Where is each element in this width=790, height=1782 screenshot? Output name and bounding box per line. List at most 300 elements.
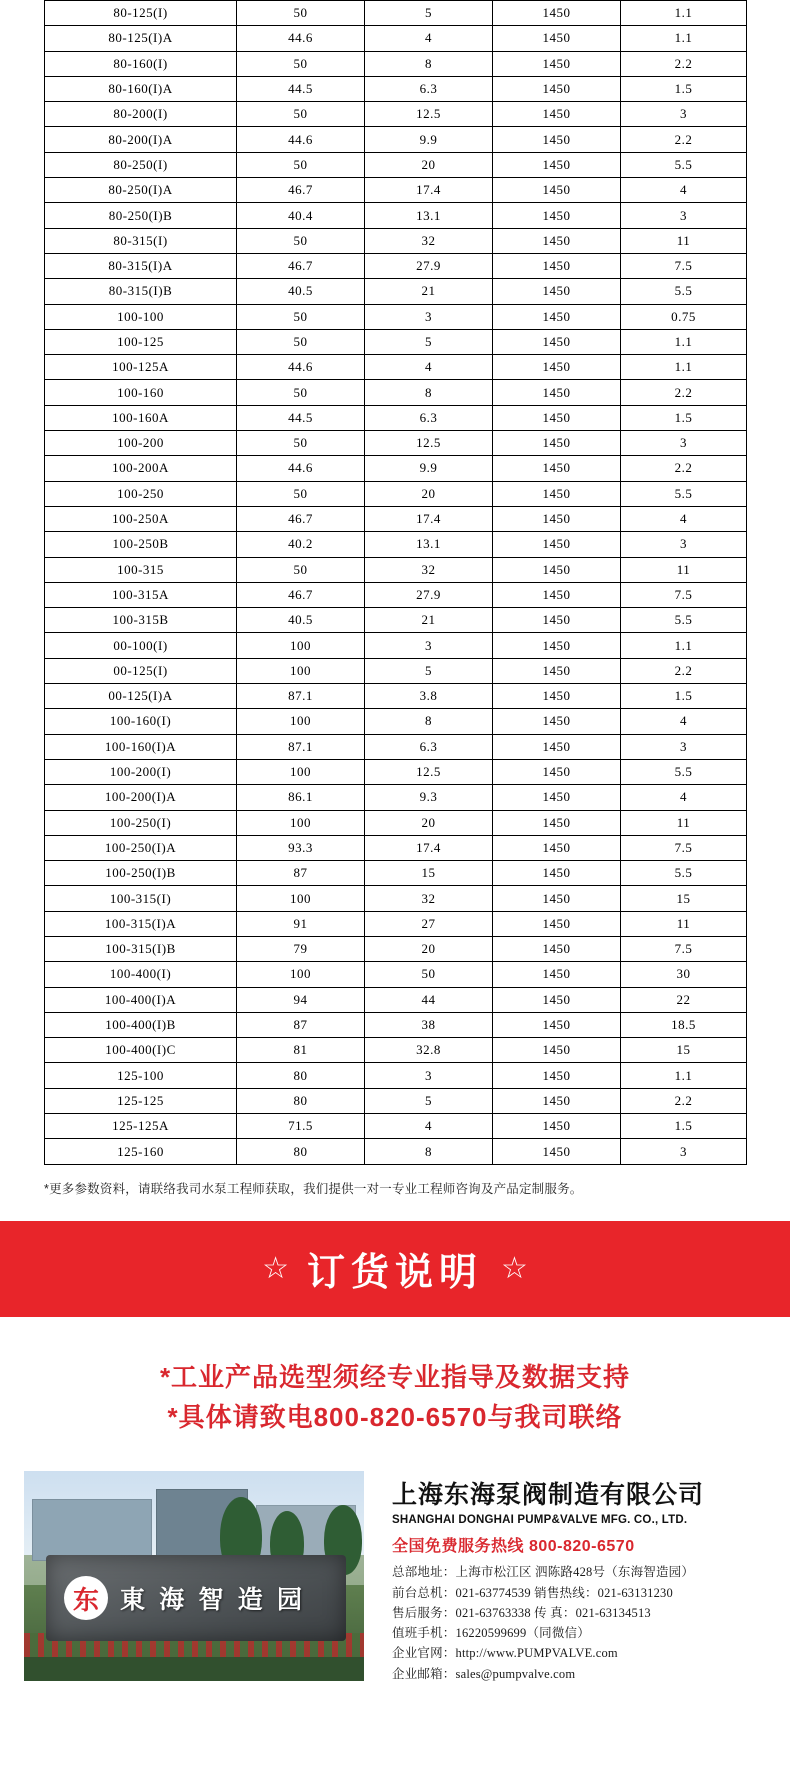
table-row	[45, 658, 747, 683]
company-info	[364, 1471, 766, 1684]
table-row	[45, 709, 747, 734]
table-cell: 46.7	[237, 506, 365, 531]
table-cell: 6.3	[365, 405, 493, 430]
table-cell: 1450	[493, 911, 621, 936]
table-cell: 6.3	[365, 76, 493, 101]
table-cell: 13.1	[365, 532, 493, 557]
table-cell: 1450	[493, 1114, 621, 1139]
table-cell: 1450	[493, 608, 621, 633]
table-cell: 12.5	[365, 102, 493, 127]
table-cell: 46.7	[237, 253, 365, 278]
table-cell: 21	[365, 279, 493, 304]
cell-model: 100-160(I)	[45, 709, 237, 734]
table-row	[45, 152, 747, 177]
table-cell: 0.75	[621, 304, 747, 329]
table-row	[45, 228, 747, 253]
table-cell: 5.5	[621, 481, 747, 506]
cell-model: 100-200A	[45, 456, 237, 481]
table-cell: 100	[237, 709, 365, 734]
cell-model: 80-315(I)B	[45, 279, 237, 304]
table-cell: 3	[621, 203, 747, 228]
table-cell: 13.1	[365, 203, 493, 228]
table-cell: 3	[365, 1063, 493, 1088]
table-cell: 87	[237, 1012, 365, 1037]
photo-signage-stone	[46, 1555, 346, 1641]
cell-model: 100-250A	[45, 506, 237, 531]
table-cell: 32	[365, 557, 493, 582]
table-cell: 1.5	[621, 76, 747, 101]
star-icon-left: ☆	[262, 1251, 289, 1285]
table-row	[45, 936, 747, 961]
table-cell: 79	[237, 936, 365, 961]
table-cell: 1.1	[621, 26, 747, 51]
table-cell: 100	[237, 633, 365, 658]
table-cell: 2.2	[621, 51, 747, 76]
table-cell: 7.5	[621, 253, 747, 278]
table-row	[45, 481, 747, 506]
table-cell: 1450	[493, 152, 621, 177]
cell-model: 80-160(I)A	[45, 76, 237, 101]
cell-model: 80-250(I)B	[45, 203, 237, 228]
table-cell: 80	[237, 1088, 365, 1113]
table-cell: 3.8	[365, 684, 493, 709]
table-row	[45, 1012, 747, 1037]
table-cell: 1.1	[621, 355, 747, 380]
table-cell: 1450	[493, 759, 621, 784]
table-cell: 80	[237, 1063, 365, 1088]
cell-model: 100-160A	[45, 405, 237, 430]
table-cell: 100	[237, 658, 365, 683]
cell-model: 100-250(I)A	[45, 835, 237, 860]
table-cell: 8	[365, 1139, 493, 1164]
table-cell: 1450	[493, 936, 621, 961]
table-row	[45, 279, 747, 304]
footer	[0, 1471, 790, 1710]
table-cell: 44.6	[237, 127, 365, 152]
table-cell: 9.9	[365, 456, 493, 481]
table-cell: 18.5	[621, 1012, 747, 1037]
table-cell: 1.1	[621, 1, 747, 26]
pump-spec-table	[44, 0, 747, 1165]
table-cell: 3	[621, 532, 747, 557]
table-cell: 44.6	[237, 456, 365, 481]
table-row	[45, 456, 747, 481]
table-row	[45, 380, 747, 405]
table-cell: 2.2	[621, 456, 747, 481]
table-cell: 7.5	[621, 835, 747, 860]
table-cell: 3	[621, 431, 747, 456]
table-cell: 21	[365, 608, 493, 633]
cell-model: 80-200(I)A	[45, 127, 237, 152]
table-row	[45, 1038, 747, 1063]
table-cell: 5	[365, 1, 493, 26]
table-cell: 17.4	[365, 178, 493, 203]
table-footnote: *更多参数资料，请联络我司水泵工程师获取，我们提供一对一专业工程师咨询及产品定制服务。	[44, 1181, 583, 1196]
table-row	[45, 734, 747, 759]
table-cell: 32	[365, 228, 493, 253]
table-cell: 5.5	[621, 759, 747, 784]
cell-model: 100-250(I)	[45, 810, 237, 835]
table-row	[45, 102, 747, 127]
table-cell: 4	[365, 1114, 493, 1139]
table-row	[45, 861, 747, 886]
table-cell: 1450	[493, 987, 621, 1012]
photo-hedge	[24, 1657, 364, 1681]
table-cell: 4	[621, 785, 747, 810]
table-row	[45, 608, 747, 633]
table-cell: 50	[237, 329, 365, 354]
cell-model: 100-250B	[45, 532, 237, 557]
table-cell: 1450	[493, 582, 621, 607]
banner-title: 订货说明	[306, 1252, 483, 1295]
table-row	[45, 557, 747, 582]
cell-model: 80-315(I)	[45, 228, 237, 253]
table-cell: 1450	[493, 886, 621, 911]
company-email[interactable]: 企业邮箱：sales@pumpvalve.com	[392, 1666, 576, 1681]
table-row	[45, 26, 747, 51]
table-cell: 11	[621, 911, 747, 936]
table-cell: 4	[621, 709, 747, 734]
cell-model: 100-200(I)	[45, 759, 237, 784]
table-row	[45, 253, 747, 278]
table-row	[45, 810, 747, 835]
table-cell: 2.2	[621, 1088, 747, 1113]
table-cell: 1450	[493, 1063, 621, 1088]
banner-inner	[262, 1241, 528, 1296]
factory-photo	[24, 1471, 364, 1681]
cell-model: 80-315(I)A	[45, 253, 237, 278]
table-row	[45, 532, 747, 557]
table-cell: 94	[237, 987, 365, 1012]
table-cell: 87.1	[237, 734, 365, 759]
table-row	[45, 506, 747, 531]
cell-model: 125-125	[45, 1088, 237, 1113]
company-duty-mobile: 值班手机：16220599699（同微信）	[392, 1626, 590, 1640]
table-cell: 5.5	[621, 279, 747, 304]
table-cell: 5	[365, 329, 493, 354]
table-row	[45, 304, 747, 329]
table-cell: 12.5	[365, 759, 493, 784]
table-cell: 1450	[493, 658, 621, 683]
table-row	[45, 1114, 747, 1139]
table-row	[45, 759, 747, 784]
table-cell: 5.5	[621, 861, 747, 886]
table-cell: 50	[237, 51, 365, 76]
table-cell: 1450	[493, 431, 621, 456]
table-cell: 3	[621, 102, 747, 127]
table-cell: 1450	[493, 76, 621, 101]
company-name-cn: 上海东海泵阀制造有限公司	[392, 1481, 705, 1510]
table-cell: 6.3	[365, 734, 493, 759]
table-cell: 4	[365, 26, 493, 51]
table-cell: 1450	[493, 1012, 621, 1037]
table-cell: 3	[365, 304, 493, 329]
table-cell: 1450	[493, 279, 621, 304]
order-note-line-1: *工业产品选型须经专业指导及数据支持	[159, 1361, 631, 1392]
table-row	[45, 911, 747, 936]
table-cell: 100	[237, 886, 365, 911]
table-cell: 1450	[493, 26, 621, 51]
table-cell: 50	[237, 481, 365, 506]
table-cell: 20	[365, 936, 493, 961]
table-cell: 44.6	[237, 26, 365, 51]
table-cell: 15	[365, 861, 493, 886]
table-cell: 22	[621, 987, 747, 1012]
table-cell: 3	[621, 1139, 747, 1164]
table-cell: 5.5	[621, 152, 747, 177]
table-cell: 4	[365, 355, 493, 380]
table-cell: 44.5	[237, 405, 365, 430]
table-row	[45, 355, 747, 380]
table-cell: 7.5	[621, 936, 747, 961]
table-cell: 71.5	[237, 1114, 365, 1139]
table-cell: 30	[621, 962, 747, 987]
table-cell: 44.5	[237, 76, 365, 101]
table-cell: 9.9	[365, 127, 493, 152]
photo-signage-text: 東 海 智 造 园	[120, 1587, 307, 1615]
table-cell: 40.5	[237, 279, 365, 304]
table-row	[45, 203, 747, 228]
cell-model: 80-250(I)A	[45, 178, 237, 203]
cell-model: 100-200	[45, 431, 237, 456]
table-cell: 11	[621, 557, 747, 582]
cell-model: 80-200(I)	[45, 102, 237, 127]
table-cell: 1.1	[621, 633, 747, 658]
company-hotline: 全国免费服务热线 800-820-6570	[392, 1538, 635, 1556]
table-cell: 1450	[493, 1038, 621, 1063]
table-cell: 2.2	[621, 127, 747, 152]
table-cell: 2.2	[621, 380, 747, 405]
table-cell: 40.2	[237, 532, 365, 557]
table-cell: 1.1	[621, 1063, 747, 1088]
table-cell: 11	[621, 228, 747, 253]
table-cell: 20	[365, 810, 493, 835]
table-cell: 1450	[493, 380, 621, 405]
cell-model: 80-250(I)	[45, 152, 237, 177]
table-cell: 1.5	[621, 1114, 747, 1139]
cell-model: 100-315(I)	[45, 886, 237, 911]
table-row	[45, 962, 747, 987]
table-row	[45, 1, 747, 26]
spec-table-body	[45, 1, 747, 1165]
table-cell: 2.2	[621, 658, 747, 683]
cell-model: 100-160(I)A	[45, 734, 237, 759]
table-cell: 5	[365, 658, 493, 683]
table-cell: 87	[237, 861, 365, 886]
table-cell: 17.4	[365, 506, 493, 531]
cell-model: 100-250	[45, 481, 237, 506]
table-cell: 1450	[493, 51, 621, 76]
table-cell: 1450	[493, 304, 621, 329]
cell-model: 100-315(I)A	[45, 911, 237, 936]
cell-model: 100-400(I)A	[45, 987, 237, 1012]
table-row	[45, 582, 747, 607]
table-cell: 8	[365, 709, 493, 734]
company-website[interactable]: 企业官网：http://www.PUMPVALVE.com	[392, 1646, 618, 1661]
table-cell: 8	[365, 380, 493, 405]
table-cell: 1450	[493, 633, 621, 658]
table-cell: 91	[237, 911, 365, 936]
table-cell: 38	[365, 1012, 493, 1037]
table-cell: 1450	[493, 532, 621, 557]
table-cell: 1450	[493, 1, 621, 26]
table-cell: 1450	[493, 861, 621, 886]
table-cell: 17.4	[365, 835, 493, 860]
cell-model: 100-125A	[45, 355, 237, 380]
table-cell: 1450	[493, 709, 621, 734]
table-cell: 1450	[493, 810, 621, 835]
cell-model: 100-125	[45, 329, 237, 354]
table-cell: 44	[365, 987, 493, 1012]
table-row	[45, 1088, 747, 1113]
table-cell: 46.7	[237, 178, 365, 203]
cell-model: 100-160	[45, 380, 237, 405]
table-cell: 1450	[493, 962, 621, 987]
cell-model: 100-400(I)C	[45, 1038, 237, 1063]
table-cell: 1450	[493, 178, 621, 203]
table-row	[45, 1063, 747, 1088]
table-cell: 93.3	[237, 835, 365, 860]
table-cell: 100	[237, 759, 365, 784]
table-row	[45, 785, 747, 810]
table-cell: 44.6	[237, 355, 365, 380]
table-cell: 15	[621, 886, 747, 911]
cell-model: 80-160(I)	[45, 51, 237, 76]
table-cell: 1450	[493, 481, 621, 506]
table-cell: 50	[237, 380, 365, 405]
cell-model: 100-400(I)B	[45, 1012, 237, 1037]
table-row	[45, 684, 747, 709]
table-row	[45, 886, 747, 911]
table-cell: 9.3	[365, 785, 493, 810]
table-cell: 81	[237, 1038, 365, 1063]
table-cell: 27	[365, 911, 493, 936]
order-notes	[0, 1317, 790, 1472]
table-cell: 3	[365, 633, 493, 658]
cell-model: 100-315B	[45, 608, 237, 633]
table-cell: 20	[365, 152, 493, 177]
table-cell: 1.1	[621, 329, 747, 354]
table-cell: 50	[237, 1, 365, 26]
table-cell: 1450	[493, 456, 621, 481]
table-row	[45, 835, 747, 860]
table-cell: 50	[237, 557, 365, 582]
cell-model: 00-125(I)A	[45, 684, 237, 709]
table-cell: 11	[621, 810, 747, 835]
cell-model: 100-315A	[45, 582, 237, 607]
company-contact-lines	[392, 1562, 766, 1684]
table-row	[45, 178, 747, 203]
table-cell: 100	[237, 810, 365, 835]
cell-model: 125-125A	[45, 1114, 237, 1139]
table-cell: 50	[237, 228, 365, 253]
table-cell: 80	[237, 1139, 365, 1164]
table-cell: 1.5	[621, 684, 747, 709]
table-cell: 1450	[493, 1088, 621, 1113]
cell-model: 00-100(I)	[45, 633, 237, 658]
company-name-en: SHANGHAI DONGHAI PUMP&VALVE MFG. CO., LTD.	[392, 1514, 688, 1527]
table-cell: 20	[365, 481, 493, 506]
table-row	[45, 633, 747, 658]
table-cell: 50	[365, 962, 493, 987]
cell-model: 100-250(I)B	[45, 861, 237, 886]
table-row	[45, 431, 747, 456]
cell-model: 80-125(I)	[45, 1, 237, 26]
table-cell: 7.5	[621, 582, 747, 607]
table-cell: 50	[237, 152, 365, 177]
table-cell: 50	[237, 102, 365, 127]
cell-model: 00-125(I)	[45, 658, 237, 683]
cell-model: 125-100	[45, 1063, 237, 1088]
table-cell: 1450	[493, 203, 621, 228]
table-cell: 4	[621, 506, 747, 531]
table-cell: 15	[621, 1038, 747, 1063]
table-row	[45, 51, 747, 76]
table-cell: 1.5	[621, 405, 747, 430]
table-cell: 5	[365, 1088, 493, 1113]
table-cell: 1450	[493, 329, 621, 354]
company-address: 总部地址：上海市松江区 泗陈路428号（东海智造园）	[392, 1565, 695, 1580]
table-cell: 40.4	[237, 203, 365, 228]
table-cell: 50	[237, 304, 365, 329]
donghai-logo-icon: 东	[64, 1576, 108, 1620]
table-row	[45, 405, 747, 430]
company-switchboard: 前台总机：021-63774539 销售热线：021-63131230	[392, 1585, 673, 1600]
table-row	[45, 1139, 747, 1164]
table-cell: 1450	[493, 684, 621, 709]
table-cell: 3	[621, 734, 747, 759]
order-instructions-banner	[0, 1221, 790, 1317]
table-cell: 12.5	[365, 431, 493, 456]
table-cell: 1450	[493, 506, 621, 531]
order-note-line-2: *具体请致电800-820-6570与我司联络	[167, 1401, 623, 1432]
table-cell: 1450	[493, 127, 621, 152]
table-cell: 100	[237, 962, 365, 987]
table-cell: 46.7	[237, 582, 365, 607]
table-cell: 1450	[493, 355, 621, 380]
cell-model: 100-200(I)A	[45, 785, 237, 810]
table-row	[45, 987, 747, 1012]
table-cell: 1450	[493, 734, 621, 759]
table-cell: 32	[365, 886, 493, 911]
table-cell: 5.5	[621, 608, 747, 633]
company-aftersales: 售后服务：021-63763338 传 真：021-63134513	[392, 1605, 651, 1620]
table-cell: 1450	[493, 228, 621, 253]
table-cell: 1450	[493, 785, 621, 810]
cell-model: 80-125(I)A	[45, 26, 237, 51]
cell-model: 100-100	[45, 304, 237, 329]
table-row	[45, 329, 747, 354]
table-cell: 32.8	[365, 1038, 493, 1063]
table-cell: 1450	[493, 1139, 621, 1164]
star-icon-right: ☆	[501, 1251, 528, 1285]
cell-model: 100-315(I)B	[45, 936, 237, 961]
table-cell: 86.1	[237, 785, 365, 810]
table-cell: 1450	[493, 102, 621, 127]
photo-building-a	[32, 1499, 152, 1561]
table-row	[45, 127, 747, 152]
table-cell: 8	[365, 51, 493, 76]
table-cell: 1450	[493, 253, 621, 278]
cell-model: 100-315	[45, 557, 237, 582]
table-cell: 27.9	[365, 253, 493, 278]
table-cell: 1450	[493, 405, 621, 430]
table-cell: 1450	[493, 835, 621, 860]
table-cell: 27.9	[365, 582, 493, 607]
table-row	[45, 76, 747, 101]
cell-model: 125-160	[45, 1139, 237, 1164]
table-cell: 87.1	[237, 684, 365, 709]
